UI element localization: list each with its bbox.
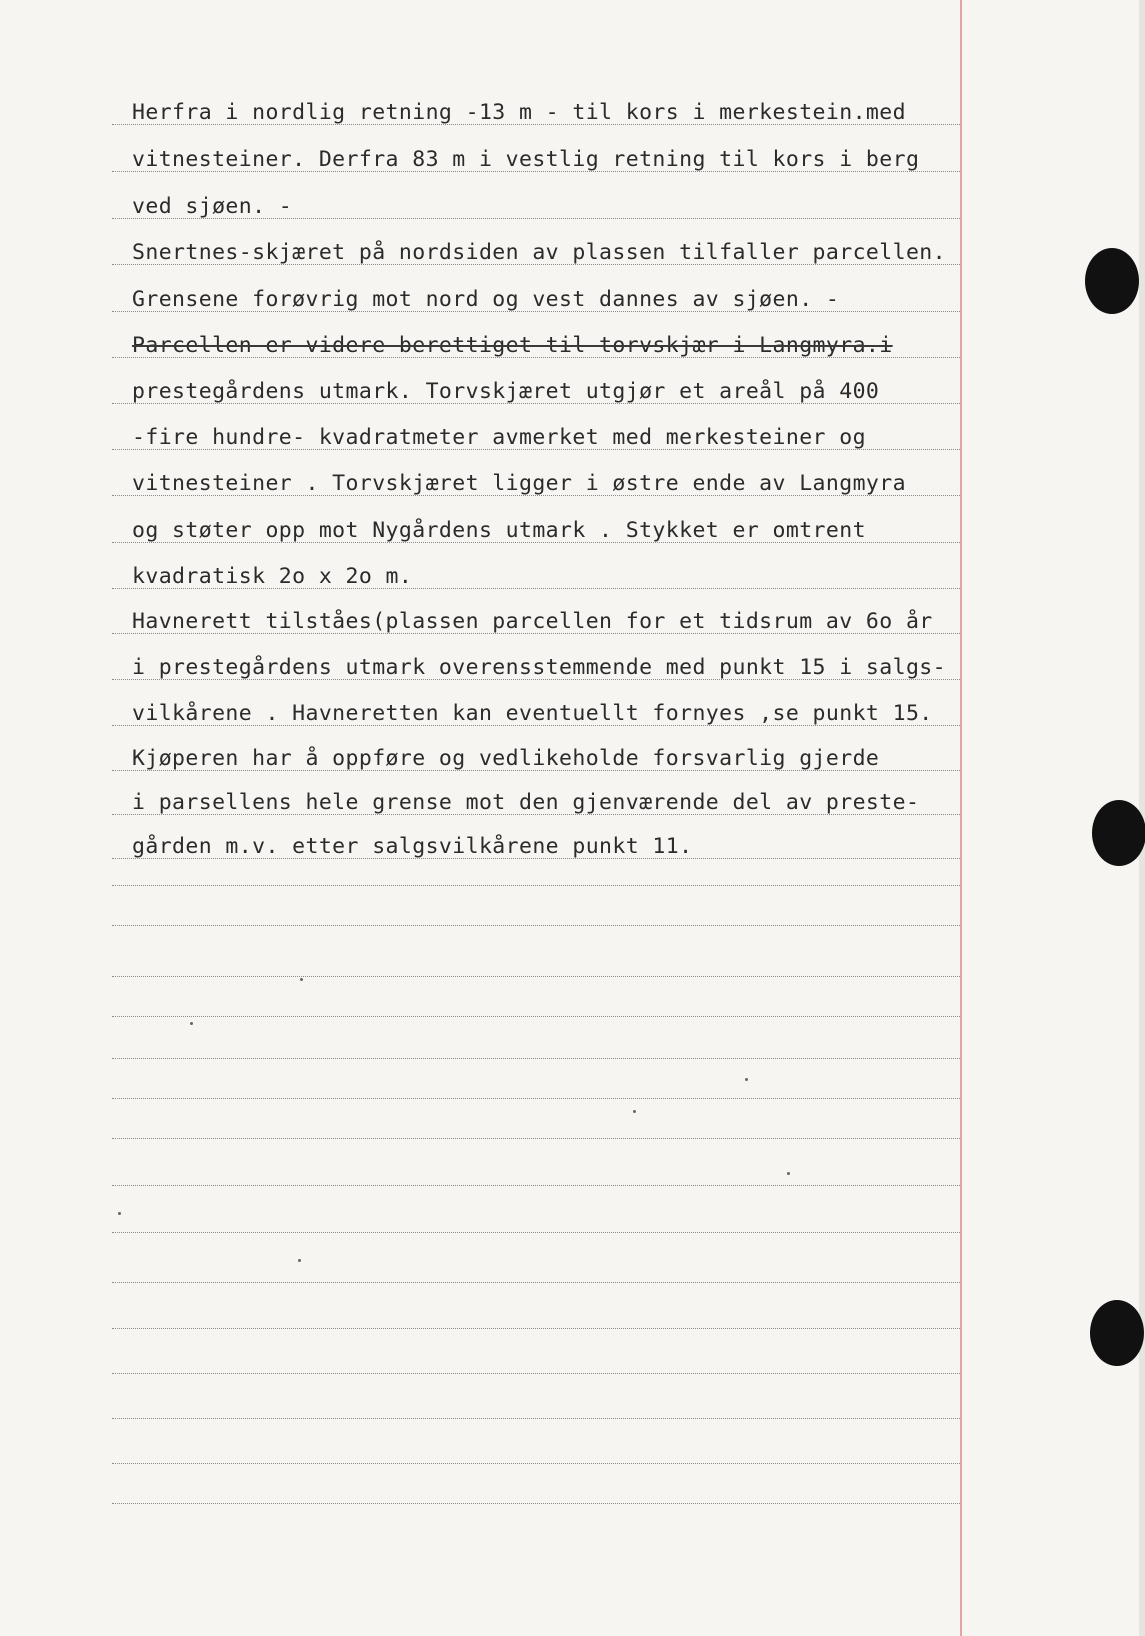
text-line-14: vilkårene . Havneretten kan eventuellt fornyes ,se punkt 15. xyxy=(132,701,933,726)
ruled-line xyxy=(112,1463,960,1464)
stray-mark xyxy=(745,1078,748,1081)
ruled-line xyxy=(112,925,960,926)
stray-mark xyxy=(118,1212,121,1215)
binder-hole xyxy=(1085,248,1139,314)
ruled-line xyxy=(112,976,960,977)
text-line-7: prestegårdens utmark. Torvskjæret utgjør et areål på 400 xyxy=(132,379,880,404)
ruled-line xyxy=(112,1328,960,1329)
text-line-5: Grensene forøvrig mot nord og vest dannes av sjøen. - xyxy=(132,287,840,312)
ruled-line xyxy=(112,1282,960,1283)
stray-mark xyxy=(190,1022,193,1025)
ruled-line xyxy=(112,885,960,886)
text-line-4: Snertnes-skjæret på nordsiden av plassen tilfaller parcellen. xyxy=(132,240,946,265)
ruled-line xyxy=(112,1016,960,1017)
margin-line xyxy=(960,0,962,1636)
text-line-15: Kjøperen har å oppføre og vedlikeholde forsvarlig gjerde xyxy=(132,746,880,771)
text-line-16: i parsellens hele grense mot den gjenværende del av preste- xyxy=(132,790,920,815)
text-line-9: vitnesteiner . Torvskjæret ligger i østre ende av Langmyra xyxy=(132,471,906,496)
binder-hole xyxy=(1092,800,1145,866)
text-line-17: gården m.v. etter salgsvilkårene punkt 11. xyxy=(132,834,693,859)
stray-mark xyxy=(787,1172,790,1175)
ruled-line xyxy=(112,1138,960,1139)
ruled-line xyxy=(112,1232,960,1233)
text-line-11: kvadratisk 2o x 2o m. xyxy=(132,564,413,589)
ruled-line xyxy=(112,1098,960,1099)
text-line-2: vitnesteiner. Derfra 83 m i vestlig retning til kors i berg xyxy=(132,147,920,172)
text-line-1: Herfra i nordlig retning -13 m - til kors i merkestein.med xyxy=(132,100,906,125)
text-line-13: i prestegårdens utmark overensstemmende med punkt 15 i salgs- xyxy=(132,655,946,680)
stray-mark xyxy=(633,1110,636,1113)
text-line-6: Parcellen er videre berettiget til torvskjær i Langmyra.i xyxy=(132,333,893,358)
text-line-10: og støter opp mot Nygårdens utmark . Stykket er omtrent xyxy=(132,518,866,543)
ruled-line xyxy=(112,1185,960,1186)
stray-mark xyxy=(300,978,303,981)
ruled-line xyxy=(112,1373,960,1374)
text-line-3: ved sjøen. - xyxy=(132,194,293,219)
ruled-line xyxy=(112,1503,960,1504)
ruled-line xyxy=(112,1058,960,1059)
text-line-12: Havnerett tilståes(plassen parcellen for et tidsrum av 6o år xyxy=(132,609,933,634)
binder-hole xyxy=(1090,1300,1144,1366)
text-line-8: -fire hundre- kvadratmeter avmerket med merkesteiner og xyxy=(132,425,866,450)
stray-mark xyxy=(298,1259,301,1262)
ruled-line xyxy=(112,1418,960,1419)
